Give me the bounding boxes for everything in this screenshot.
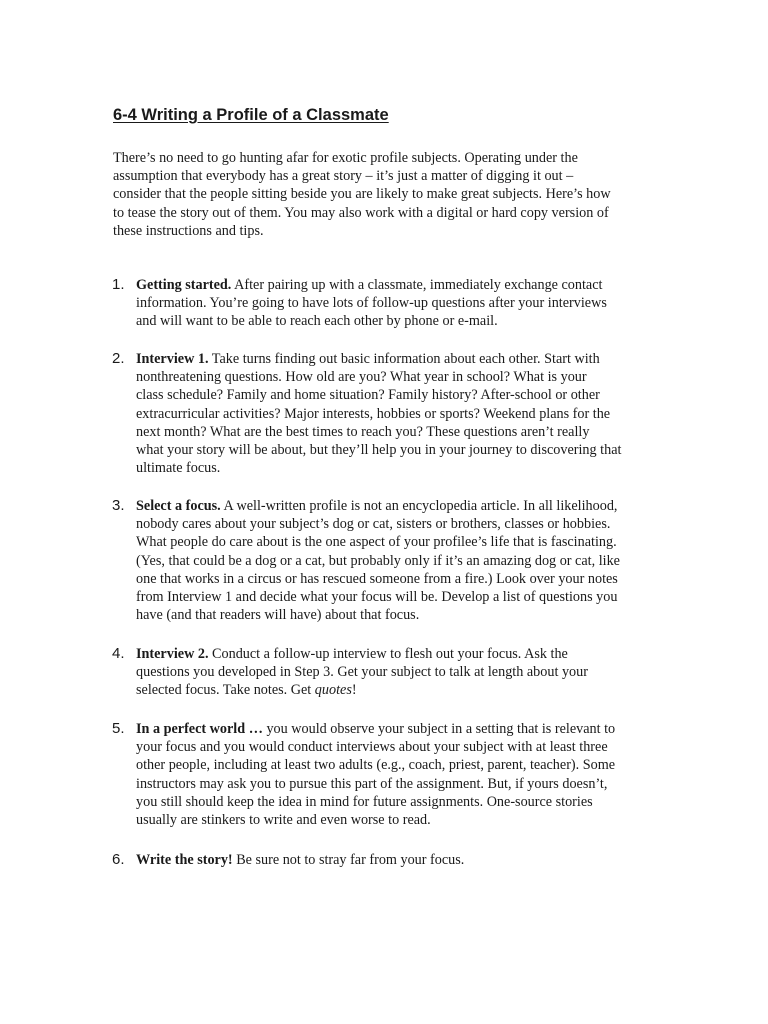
step-line: nonthreatening questions. How old are you? What year in school? What is your bbox=[136, 369, 587, 386]
step-line bbox=[136, 681, 658, 699]
step-number: 1. bbox=[112, 276, 125, 293]
step-line: one that works in a circus or has rescued someone from a fire.) Look over your notes bbox=[136, 570, 618, 587]
step-first-line-text: Be sure not to stray far from your focus. bbox=[232, 852, 465, 868]
step-lead: In a perfect world … bbox=[136, 721, 263, 737]
step-first-line-text: you would observe your subject in a setting that is relevant to bbox=[262, 721, 616, 737]
step-line: nobody cares about your subject’s dog or cat, sisters or brothers, classes or hobbies. bbox=[136, 516, 611, 533]
step-first-line bbox=[136, 497, 658, 515]
step-first-line bbox=[136, 350, 658, 368]
step-text bbox=[136, 851, 658, 869]
step-line: and will want to be able to reach each other by phone or e-mail. bbox=[136, 313, 498, 330]
step-lead: Write the story! bbox=[136, 852, 233, 868]
step-text bbox=[136, 497, 658, 624]
intro-line: to tease the story out of them. You may also work with a digital or hard copy version of bbox=[113, 204, 609, 221]
step-number: 3. bbox=[112, 497, 125, 514]
step-line: What people do care about is the one aspect of your profilee’s life that is fascinating. bbox=[136, 534, 617, 551]
step-number: 4. bbox=[112, 645, 125, 662]
step-line: extracurricular activities? Major interests, hobbies or sports? Weekend plans for the bbox=[136, 405, 611, 422]
step-number: 2. bbox=[112, 350, 125, 367]
intro-line: assumption that everybody has a great story – it’s just a matter of digging it out – bbox=[113, 168, 574, 185]
step-first-line-text: After pairing up with a classmate, immediately exchange contact bbox=[231, 277, 603, 293]
step-first-line bbox=[136, 720, 658, 738]
step-line: next month? What are the best times to reach you? These questions aren’t really bbox=[136, 423, 590, 440]
step-line: what your story will be about, but they’ll help you in your journey to discovering that bbox=[136, 442, 622, 459]
step-number: 6. bbox=[112, 851, 125, 868]
step-line: you still should keep the idea in mind for future assignments. One-source stories bbox=[136, 793, 593, 810]
step-first-line-text: A well-written profile is not an encyclopedia article. In all likelihood, bbox=[220, 498, 618, 514]
step-line: instructors may ask you to pursue this part of the assignment. But, if yours doesn’t, bbox=[136, 775, 608, 792]
step-first-line bbox=[136, 645, 658, 663]
step-first-line bbox=[136, 851, 658, 869]
intro-line: these instructions and tips. bbox=[113, 222, 264, 239]
step-line: have (and that readers will have) about that focus. bbox=[136, 607, 420, 624]
step-line-text: selected focus. Take notes. Get bbox=[136, 682, 315, 699]
step-line: usually are stinkers to write and even worse to read. bbox=[136, 812, 431, 829]
step-line: other people, including at least two adults (e.g., coach, priest, parent, teacher). Some bbox=[136, 757, 616, 774]
step-lead: Interview 1. bbox=[136, 351, 209, 367]
step-line: your focus and you would conduct interviews about your subject with at least three bbox=[136, 739, 608, 756]
step-line: questions you developed in Step 3. Get your subject to talk at length about your bbox=[136, 664, 588, 681]
intro-line: There’s no need to go hunting afar for exotic profile subjects. Operating under the bbox=[113, 150, 578, 166]
step-number: 5. bbox=[112, 720, 125, 737]
page-title: 6-4 Writing a Profile of a Classmate bbox=[113, 106, 389, 124]
step-text bbox=[136, 350, 658, 477]
step-line: (Yes, that could be a dog or a cat, but probably only if it’s an amazing dog or cat, like bbox=[136, 552, 620, 569]
step-text bbox=[136, 645, 658, 700]
step-line-text: ! bbox=[351, 682, 357, 699]
step-first-line-text: Take turns finding out basic information about each other. Start with bbox=[208, 351, 600, 367]
step-line: from Interview 1 and decide what your focus will be. Develop a list of questions you bbox=[136, 589, 618, 606]
step-text bbox=[136, 720, 658, 829]
intro-line: consider that the people sitting beside you are likely to make great subjects. Here’s how bbox=[113, 186, 611, 203]
step-text bbox=[136, 276, 658, 331]
step-lead: Interview 2. bbox=[136, 646, 209, 662]
step-line: information. You’re going to have lots of follow-up questions after your interviews bbox=[136, 295, 607, 312]
step-lead: Getting started. bbox=[136, 277, 232, 293]
intro-paragraph bbox=[113, 149, 653, 240]
step-line: class schedule? Family and home situation? Family history? After-school or other bbox=[136, 387, 600, 404]
step-line: ultimate focus. bbox=[136, 460, 221, 477]
step-lead: Select a focus. bbox=[136, 498, 221, 514]
step-first-line bbox=[136, 276, 658, 294]
step-first-line-text: Conduct a follow-up interview to flesh out your focus. Ask the bbox=[208, 646, 568, 662]
quotes-emphasis: quotes bbox=[314, 682, 352, 699]
